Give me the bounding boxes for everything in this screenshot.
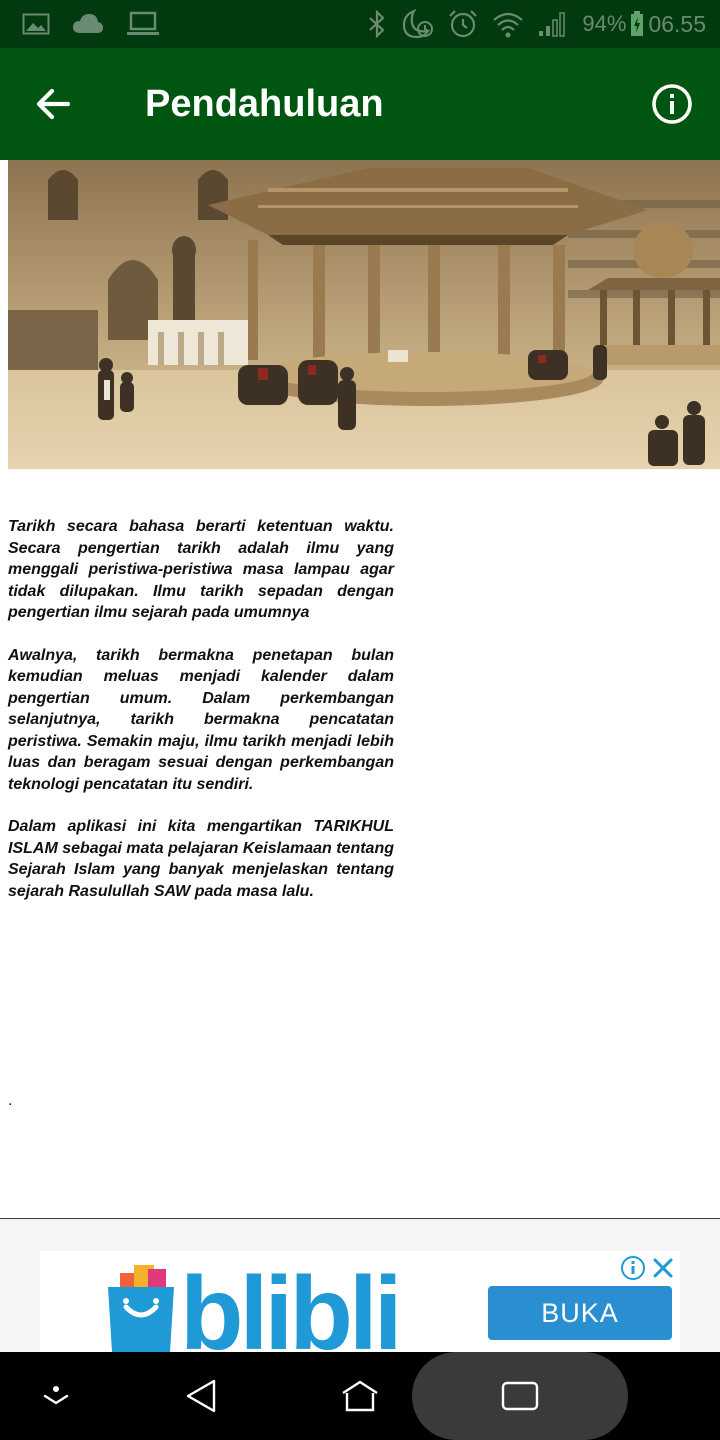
app-bar xyxy=(0,48,720,160)
cloud-icon xyxy=(72,13,104,35)
system-nav-bar xyxy=(0,1352,720,1440)
home-icon xyxy=(340,1379,380,1413)
paragraph-2: Awalnya, tarikh bermakna penetapan bulan kemudian meluas menjadi kalender dalam pengertian umum. Dalam perkembangan selanjutnya, tarikh bermakna pencatatan peristiwa. Semakin maju, ilmu tarikh menjadi lebih luas dan beragam sesuai dengan perkembangan teknologi pencatatan itu sendiri. xyxy=(8,646,394,793)
wifi-icon xyxy=(492,10,524,38)
status-bar xyxy=(0,0,720,48)
nav-recents-button[interactable] xyxy=(482,1352,558,1440)
hide-keyboard-button[interactable] xyxy=(22,1352,90,1440)
hide-keyboard-icon xyxy=(41,1386,71,1406)
do-not-disturb-icon xyxy=(400,9,434,39)
paragraph-1: Tarikh secara bahasa berarti ketentuan waktu. Secara pengertian tarikh adalah ilmu yang menggali peristiwa-peristiwa masa lampau agar tidak dilupakan. Ilmu tarikh sepadan dengan pengertian ilmu sejarah pada umumnya xyxy=(8,518,394,621)
info-button[interactable] xyxy=(650,82,694,126)
battery-percent: 94% xyxy=(582,11,627,36)
paragraph-3: Dalam aplikasi ini kita mengartikan TARIKHUL ISLAM sebagai mata pelajaran Keislamaan tentang Sejarah Islam yang banyak menjelaskan tentang sejarah Rasulullah SAW pada masa lalu. xyxy=(8,818,394,900)
recents-icon xyxy=(501,1381,539,1411)
back-button[interactable] xyxy=(30,80,82,128)
ad-banner[interactable] xyxy=(40,1251,680,1352)
signal-icon xyxy=(538,11,568,37)
clock: 06.55 xyxy=(648,10,706,37)
alarm-icon xyxy=(448,9,478,39)
page-title: Pendahuluan xyxy=(145,83,384,125)
ad-close-icon[interactable] xyxy=(651,1255,675,1281)
nav-back-button[interactable] xyxy=(166,1352,236,1440)
hero-illustration xyxy=(8,160,720,469)
info-circle-icon xyxy=(650,82,694,126)
article-body xyxy=(8,516,394,923)
blibli-wordmark: blibli xyxy=(180,1257,399,1352)
ad-choices-icon[interactable] xyxy=(620,1255,646,1281)
arrow-left-icon xyxy=(30,80,82,128)
back-triangle-icon xyxy=(184,1378,218,1414)
bluetooth-icon xyxy=(368,10,386,38)
nav-home-button[interactable] xyxy=(322,1352,398,1440)
trailing-mark: . xyxy=(8,1092,13,1109)
battery-charging-icon xyxy=(630,11,644,37)
image-icon xyxy=(22,13,50,35)
ad-container xyxy=(0,1219,720,1352)
ad-open-button[interactable]: BUKA xyxy=(488,1286,672,1340)
blibli-logo[interactable] xyxy=(104,1257,424,1352)
laptop-icon xyxy=(126,11,160,37)
